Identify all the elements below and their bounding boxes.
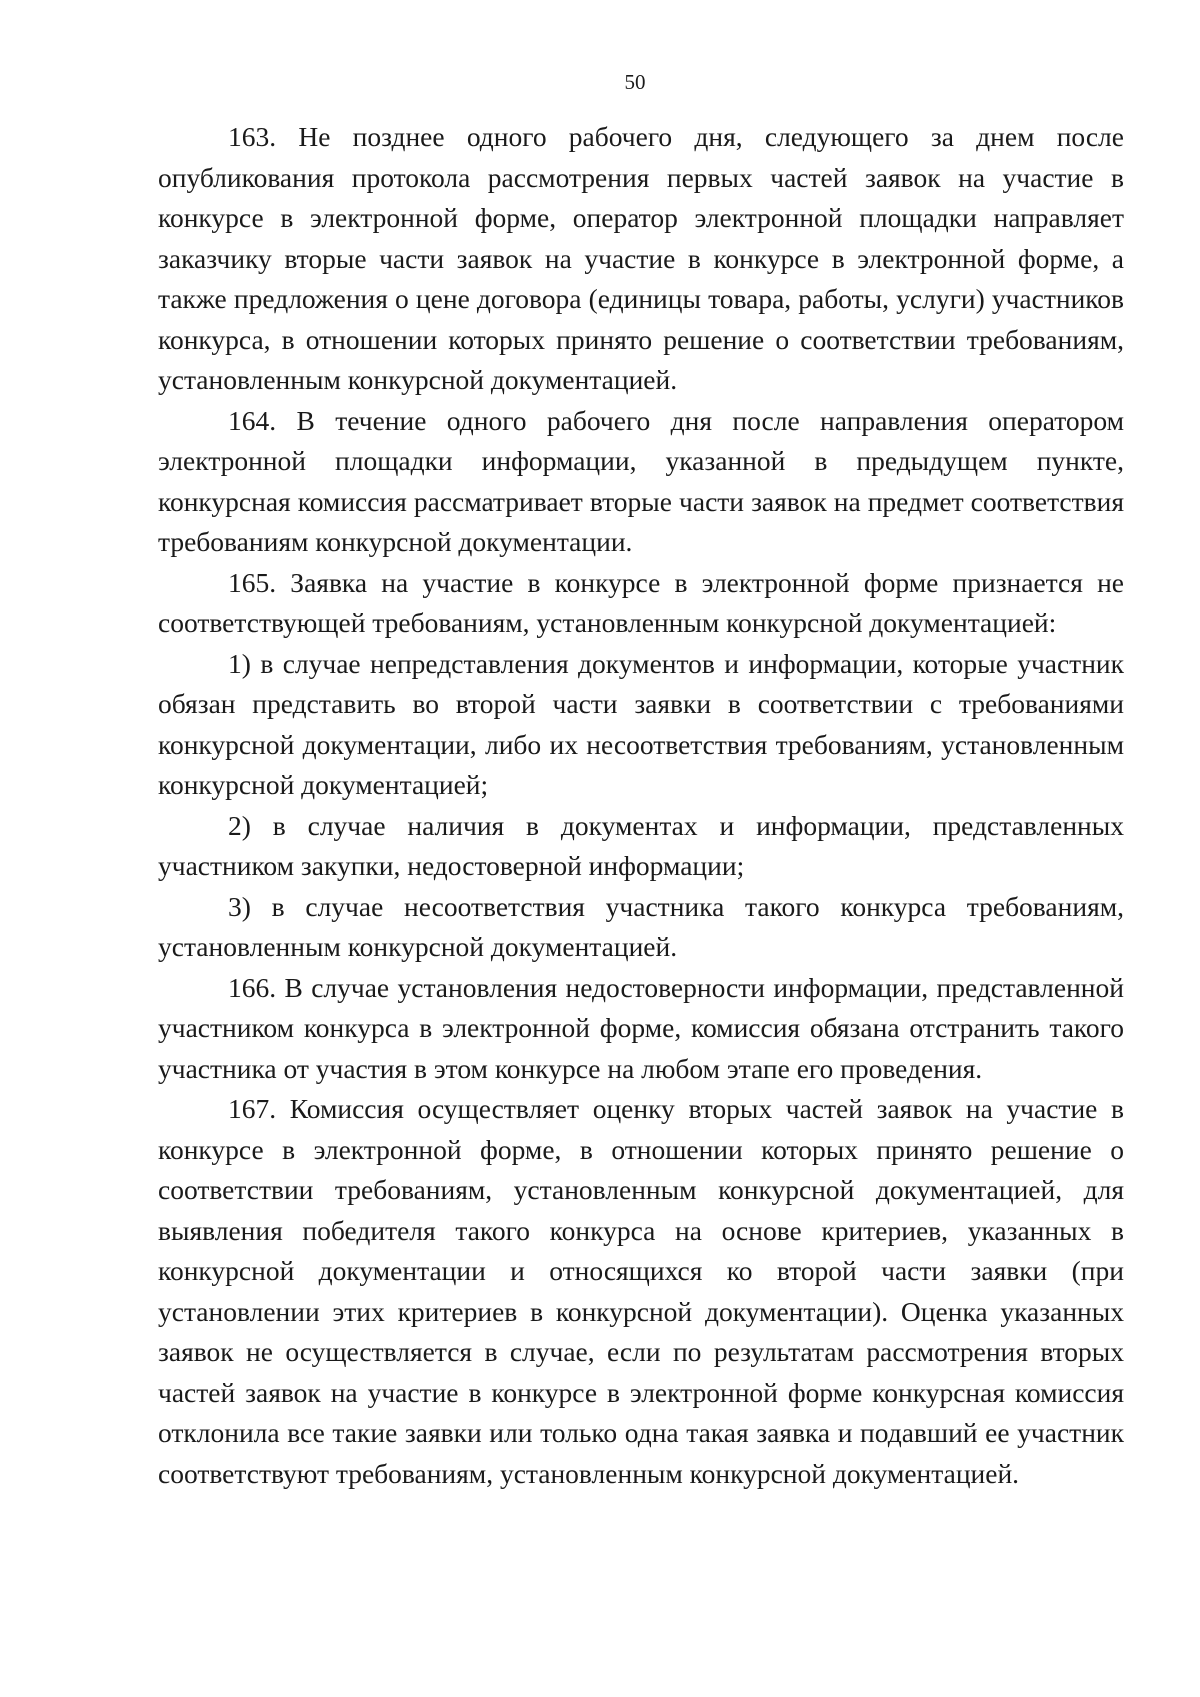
page-number: 50 bbox=[624, 70, 646, 94]
paragraph-167: 167. Комиссия осуществляет оценку вторых частей заявок на участие в конкурсе в электронной форме, в отношении которых принято решение о соответствии требованиям, установленным конкурсной документацией, для выявления победителя такого конкурса на основе критериев, указанных в конкурсной документации и относящихся ко второй части заявки (при установлении этих критериев в конкурсной документации). Оценка указанных заявок не осуществляется в случае, если по результатам рассмотрения вторых частей заявок на участие в конкурсе в электронной форме конкурсная комиссия отклонила все такие заявки или только одна такая заявка и подавший ее участник соответствуют требованиям, установленным конкурсной документацией. bbox=[158, 1093, 1124, 1489]
paragraph-165-item-2: 2) в случае наличия в документах и информации, представленных участником закупки, недостоверной информации; bbox=[158, 809, 1124, 881]
paragraph-165: 165. Заявка на участие в конкурсе в электронной форме признается не соответствующей требованиям, установленным конкурсной документацией: bbox=[158, 566, 1124, 638]
paragraph-165-item-1: 1) в случае непредставления документов и информации, которые участник обязан представить во второй части заявки в соответствии с требованиями конкурсной документации, либо их несоответствия требованиям, установленным конкурсной документацией; bbox=[158, 647, 1124, 800]
paragraph-165-item-3: 3) в случае несоответствия участника такого конкурса требованиям, установленным конкурсной документацией. bbox=[158, 890, 1124, 962]
document-body bbox=[158, 117, 1124, 1494]
paragraph-163: 163. Не позднее одного рабочего дня, следующего за днем после опубликования протокола рассмотрения первых частей заявок на участие в конкурсе в электронной форме, оператор электронной площадки направляет заказчику вторые части заявок на участие в конкурсе в электронной форме, а также предложения о цене договора (единицы товара, работы, услуги) участников конкурса, в отношении которых принято решение о соответствии требованиям, установленным конкурсной документацией. bbox=[158, 121, 1124, 395]
paragraph-166: 166. В случае установления недостоверности информации, представленной участником конкурса в электронной форме, комиссия обязана отстранить такого участника от участия в этом конкурсе на любом этапе его проведения. bbox=[158, 971, 1124, 1084]
paragraph-164: 164. В течение одного рабочего дня после направления оператором электронной площадки информации, указанной в предыдущем пункте, конкурсная комиссия рассматривает вторые части заявок на предмет соответствия требованиям конкурсной документации. bbox=[158, 404, 1124, 557]
